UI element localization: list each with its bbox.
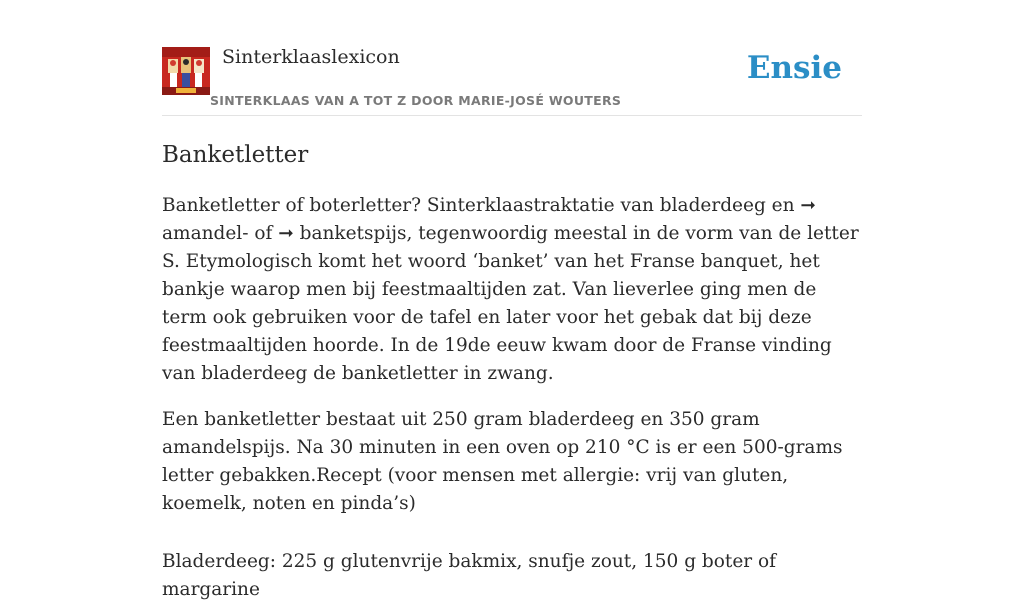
article-paragraph: Bladerdeeg: 225 g glutenvrije bakmix, snufje zout, 150 g boter of margarine [162, 551, 776, 600]
article-body [162, 138, 862, 604]
site-subtitle: SINTERKLAAS VAN A TOT Z DOOR MARIE-JOSÉ WOUTERS [210, 93, 622, 108]
article-paragraph: Banketletter of boterletter? Sinterklaastraktatie van bladerdeeg en ➞ amandel- of ➞ banketspijs, tegenwoordig meestal in de vorm van de letter S. Etymologisch komt het woord ‘banket’ van het Franse banquet, het bankje waarop men bij feestmaaltijden zat. Van lieverlee ging men de term ook gebruiken voor de tafel en later voor het gebak dat bij deze feestmaaltijden hoorde. In de 19de eeuw kwam door de Franse vinding van bladerdeeg de banketletter in zwang. [162, 195, 859, 384]
site-name[interactable]: Sinterklaaslexicon [222, 46, 400, 68]
sinterklaas-logo-icon [162, 47, 210, 95]
site-logo-avatar[interactable] [162, 47, 210, 95]
article-title: Banketletter [162, 142, 309, 168]
article-paragraph: Een banketletter bestaat uit 250 gram bladerdeeg en 350 gram amandelspijs. Na 30 minuten in een oven op 210 °C is er een 500-grams letter gebakken.Recept (voor mensen met allergie: vrij van gluten, koemelk, noten en pinda’s) [162, 409, 843, 514]
site-header [162, 0, 862, 116]
ensie-brand-logo[interactable]: Ensie [746, 50, 842, 86]
